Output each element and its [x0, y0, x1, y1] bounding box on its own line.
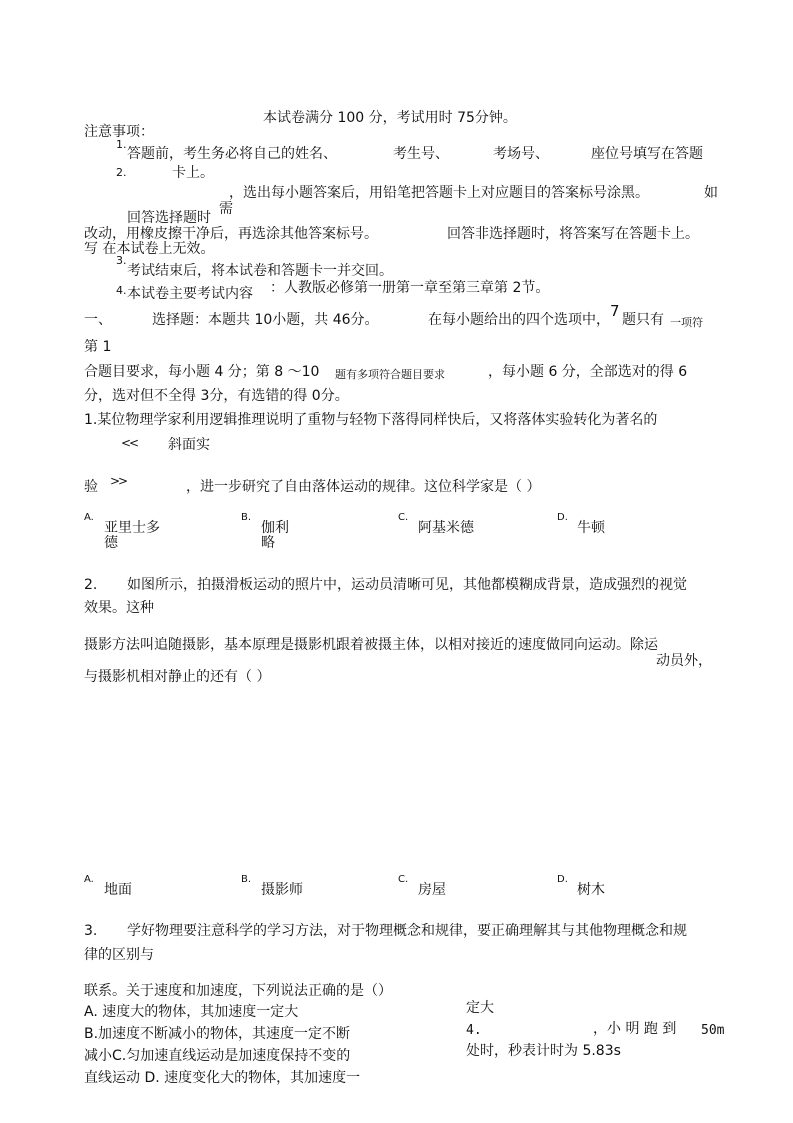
q4-text: ，小 明 跑 到 [593, 1021, 677, 1037]
q4-line2: 处时，秒表计时为 5.83s [466, 1043, 621, 1059]
q3-number: 3. [84, 923, 98, 939]
q1-option-text: 亚里士多 [104, 520, 160, 536]
q1-option-text: 阿基米德 [418, 520, 474, 536]
section-number: 一、 [84, 312, 112, 328]
q3-option-bc: 减小C.匀加速直线运动是加速度保持不变的 [84, 1048, 351, 1064]
q1-option-letter: A. [84, 512, 94, 523]
q1-option-text: 牛顿 [577, 520, 605, 536]
q3-option-cd: 直线运动 D. 速度变化大的物体，其加速度一 [84, 1070, 361, 1086]
q4-distance: 50m [701, 1023, 725, 1038]
note-2-line2: 改动，用橡皮擦干净后，再选涂其他答案标号。 [84, 226, 378, 242]
q1-stem-b: 斜面实 [168, 437, 210, 453]
note-2-ru: 如 [704, 185, 718, 201]
section-di1: 第 1 [84, 339, 112, 355]
section-line2a: 合题目要求，每小题 4 分；第 8 ～10 [84, 364, 320, 380]
q1-stem-c: 验 [84, 479, 98, 495]
q2-number: 2. [84, 577, 98, 593]
note-4-text: 本试卷主要考试内容 [127, 286, 253, 302]
note-2-line2b: 回答非选择题时，将答案写在答题卡上。 [447, 226, 699, 242]
q2-option-letter: B. [241, 874, 252, 885]
q1-option-letter: C. [398, 512, 409, 523]
section-instructions-4: 一项符 [670, 316, 703, 329]
q3-line3: 联系。关于速度和加速度，下列说法正确的是（） [84, 983, 392, 999]
note-2-text: 卡上。 [172, 165, 214, 181]
q1-option-letter: D. [557, 512, 568, 523]
note-2-label: 回答选择题时 [127, 210, 211, 226]
note-3-number: 3. [116, 254, 127, 267]
q3-line1: 学好物理要注意科学的学习方法，对于物理概念和规律，要正确理解其与其他物理概念和规 [127, 923, 687, 939]
section-instructions: 选择题：本题共 10小题，共 46分。 [152, 312, 379, 328]
q1-quote-close: >> [110, 474, 127, 488]
section-line2b: ，每小题 6 分，全部选对的得 6 [488, 364, 688, 380]
notes-title: 注意事项： [84, 124, 154, 140]
section-instructions-3: 题只有 [622, 312, 664, 328]
q1-option-text: 伽利 [261, 520, 289, 536]
q3-line2: 律的区别与 [84, 947, 154, 963]
note-2-line: ，选出每小题答案后，用铅笔把答题卡上对应题目的答案标号涂黑。 [229, 185, 649, 201]
q1-quote-open: << [121, 436, 138, 450]
q2-option-text: 树木 [577, 882, 605, 898]
q4-number: 4. [466, 1023, 482, 1038]
note-4-number: 4. [116, 284, 127, 297]
section-line2-small: 题有多项符合题目要求 [335, 368, 445, 381]
q1-option-text2: 略 [261, 535, 275, 551]
note-1-number: 1. [116, 138, 127, 151]
q1-option-text2: 德 [104, 535, 118, 551]
note-1-text: 答题前，考生务必将自己的姓名、 [127, 146, 337, 162]
q1-stem-d: ，进一步研究了自由落体运动的规律。这位科学家是（ ） [186, 479, 541, 495]
q2-line4: 与摄影机相对静止的还有（ ） [84, 669, 271, 685]
q1-stem: 1.某位物理学家利用逻辑推理说明了重物与轻物下落得同样快后，又将落体实验转化为著名的 [84, 412, 658, 428]
q2-line3: 摄影方法叫追随摄影，基本原理是摄影机跟着被摄主体，以相对接近的速度做同向运动。除运 [84, 637, 658, 653]
section-seven: 7 [610, 302, 620, 320]
note-4-text2: ：人教版必修第一册第一章至第三章第 2节。 [270, 280, 550, 296]
q2-option-letter: C. [398, 874, 409, 885]
q2-option-text: 摄影师 [261, 882, 303, 898]
note-2-xu: 需 [219, 201, 233, 217]
q3-option-a: A. 速度大的物体，其加速度一定大 [84, 1004, 299, 1020]
note-2-line3: 写 在本试卷上无效。 [84, 241, 215, 257]
q2-option-text: 房屋 [418, 882, 446, 898]
q2-option-letter: D. [557, 874, 568, 885]
q2-line1: 如图所示，拍摄滑板运动的照片中，运动员清晰可见，其他都模糊成背景，造成强烈的视觉 [127, 577, 687, 593]
note-1-d: 座位号填写在答题 [591, 146, 703, 162]
note-1-b: 考生号、 [393, 146, 449, 162]
note-2-number: 2. [116, 166, 127, 179]
q1-option-letter: B. [241, 512, 252, 523]
q2-option-text: 地面 [104, 882, 132, 898]
q3-dingda: 定大 [466, 1000, 494, 1016]
section-instructions-2: 在每小题给出的四个选项中， [428, 312, 610, 328]
exam-score-time: 本试卷满分 100 分，考试用时 75分钟。 [263, 110, 517, 126]
q3-option-b: B.加速度不断减小的物体，其速度一定不断 [84, 1026, 351, 1042]
q2-option-letter: A. [84, 874, 94, 885]
note-1-c: 考场号、 [493, 146, 549, 162]
section-line3: 分，选对但不全得 3分，有选错的得 0分。 [84, 388, 349, 404]
note-3-text: 考试结束后，将本试卷和答题卡一并交回。 [127, 263, 393, 279]
q2-line3b: 动员外， [656, 653, 712, 669]
q2-line2: 效果。这种 [84, 600, 154, 616]
